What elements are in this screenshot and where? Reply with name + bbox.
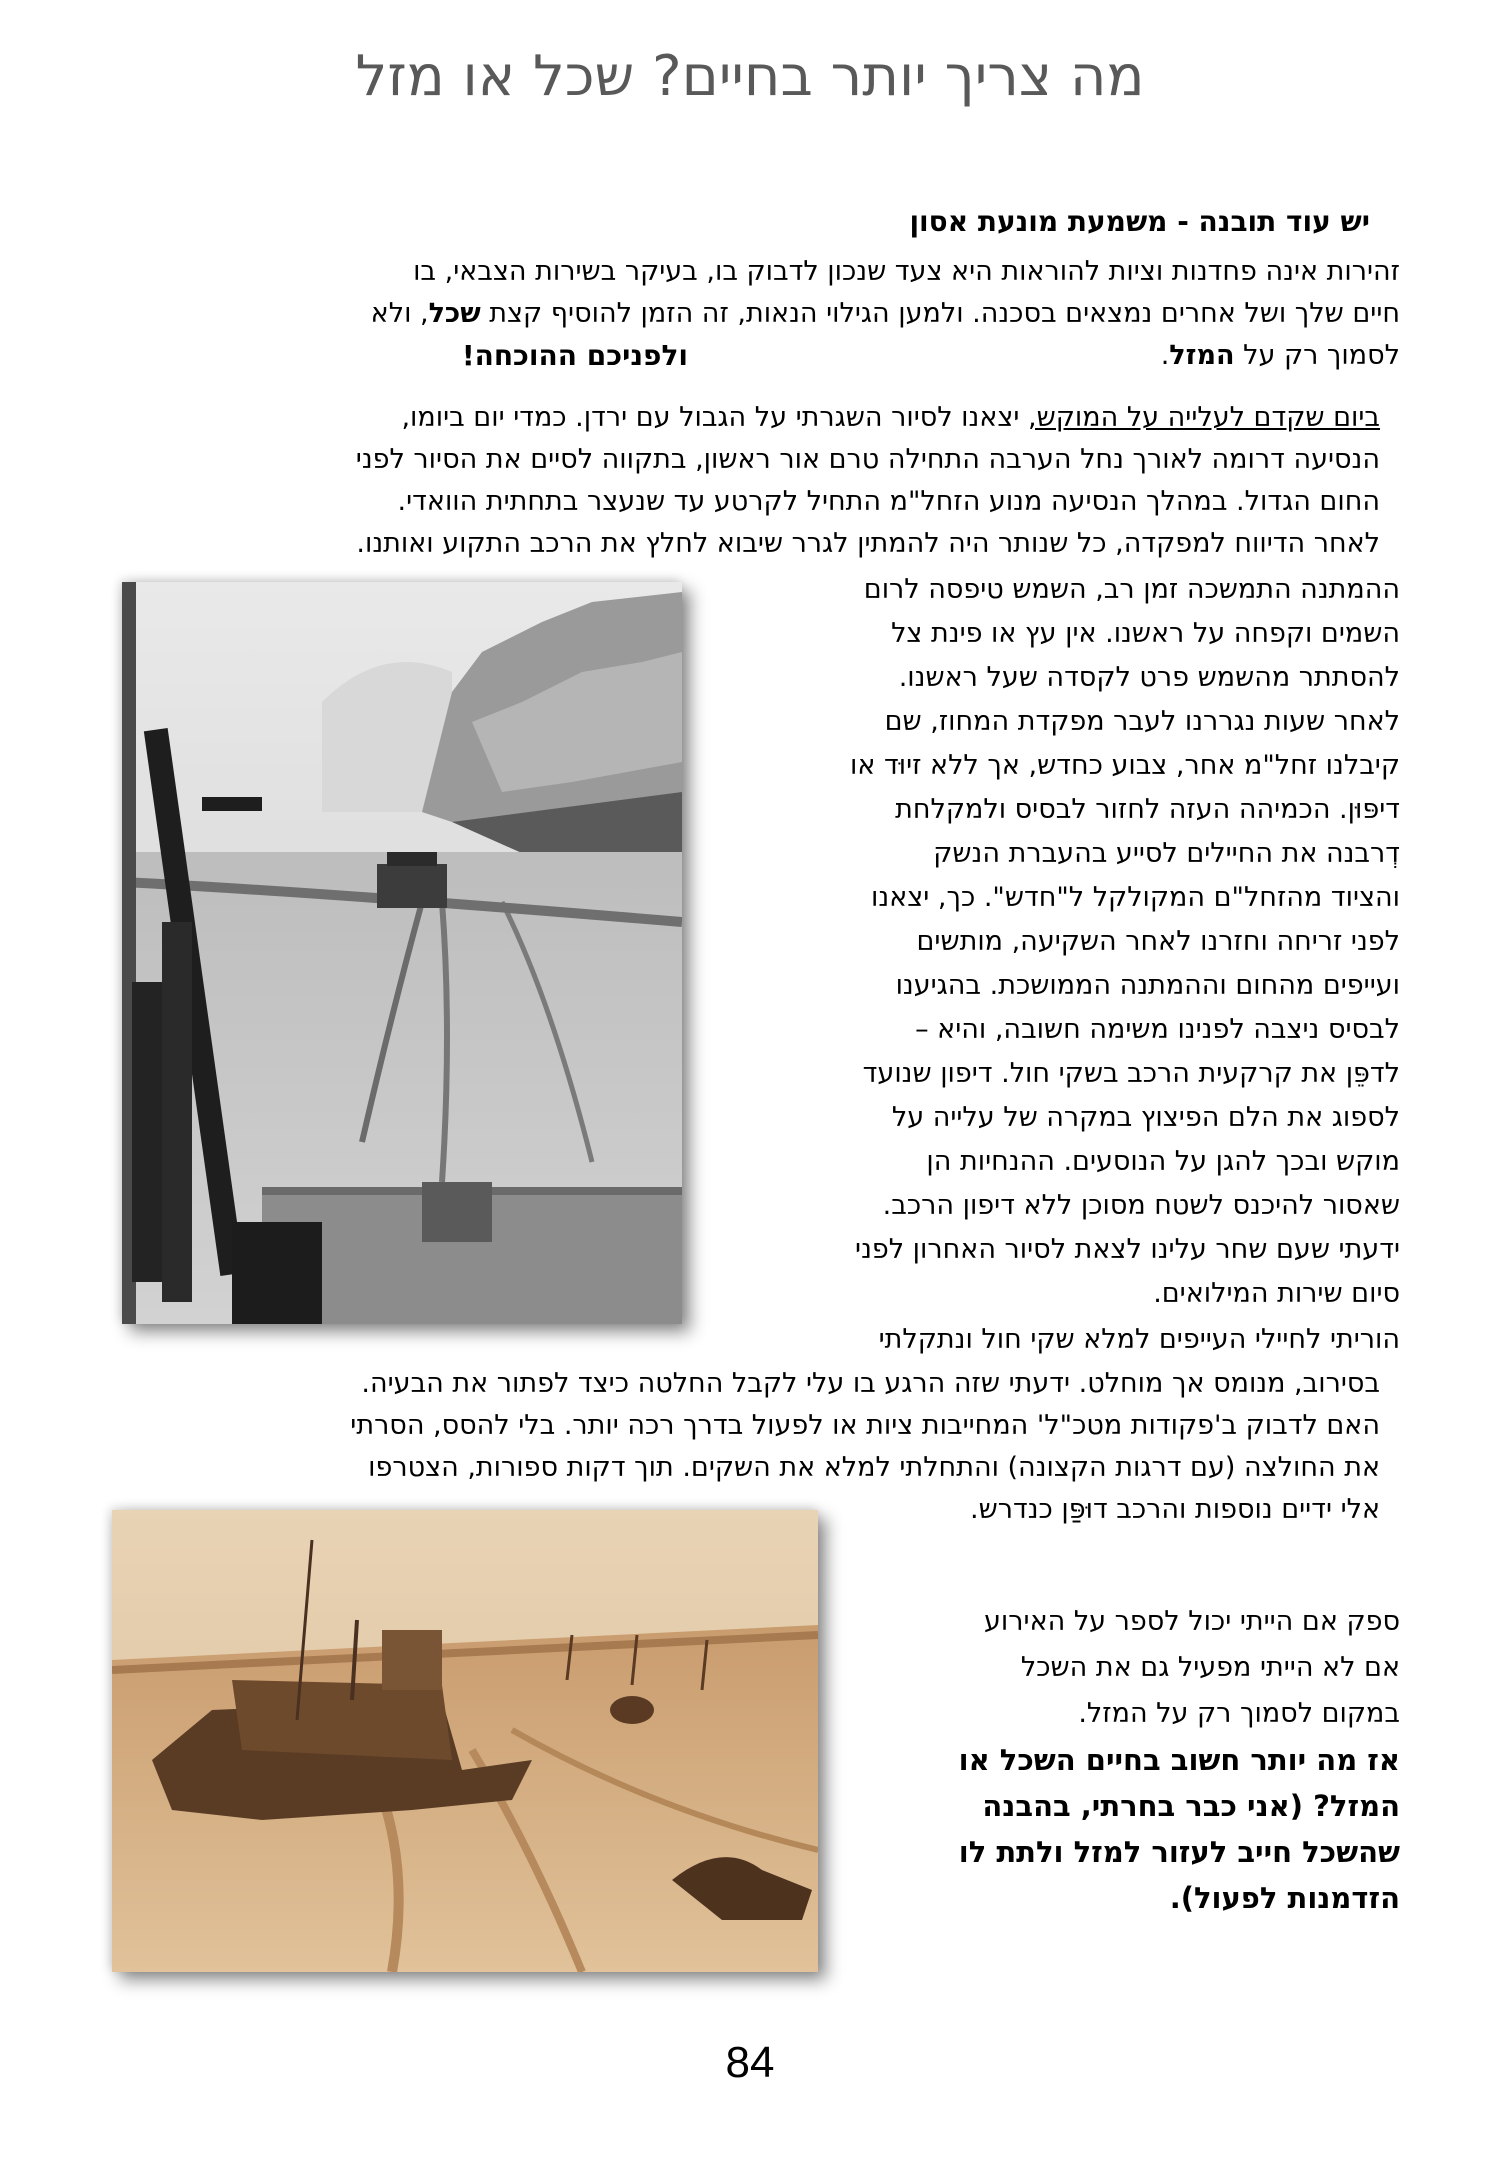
intro-line-2 xyxy=(371,294,1400,334)
conclusion-bold-line: שהשכל חייב לעזור למזל ולתת לו xyxy=(958,1835,1400,1869)
section-subtitle: יש עוד תובנה - משמעת מונעת אסון xyxy=(909,205,1370,238)
intro-line-3 xyxy=(1161,336,1400,376)
story-line-1-rest: יצאנו לסיור השגרתי על הגבול עם ירדן. כמדי יום ביומו, xyxy=(401,402,1029,433)
conclusion-line: במקום לסמוך רק על המזל. xyxy=(1078,1698,1400,1729)
intro-line-3-period: . xyxy=(1160,340,1170,371)
conclusion-line: אם לא הייתי מפעיל גם את השכל xyxy=(1020,1652,1400,1683)
photo-mine-damaged-vehicle xyxy=(112,1510,818,1972)
intro-keyword-sechel: שכל xyxy=(428,298,481,329)
story-narrow-line: הוריתי לחיילי העייפים למלא שקי חול ונתקלתי xyxy=(878,1324,1400,1355)
story-narrow-line: לספוג את הלם הפיצוץ במקרה של עלייה על xyxy=(891,1102,1400,1133)
story-wide-line: אלי ידיים נוספות והרכב דוּפַּן כנדרש. xyxy=(970,1494,1380,1525)
story-narrow-line: לבסיס ניצבה לפנינו משימה חשובה, והיא – xyxy=(915,1014,1400,1045)
intro-line-1: זהירות אינה פחדנות וציות להוראות היא צעד שנכון לדבוק בו, בעיקר בשירות הצבאי, בו xyxy=(413,256,1400,287)
story-narrow-line: שאסור להיכנס לשטח מסוכן ללא דיפון הרכב. xyxy=(882,1190,1400,1221)
story-narrow-line: לאחר שעות נגררנו לעבר מפקדת המחוז, שם xyxy=(884,706,1400,737)
story-wide-line: בסירוב, מנומס אך מוחלט. ידעתי שזה הרגע בו עלי לקבל החלטה כיצד לפתור את הבעיה. xyxy=(361,1368,1380,1399)
story-narrow-line: קיבלנו זחל"מ אחר, צבוע כחדש, אך ללא זיוּד או xyxy=(849,750,1400,781)
conclusion-line: ספק אם הייתי יכול לספר על האירוע xyxy=(984,1606,1400,1637)
story-line-4: לאחר הדיווח למפקדה, כל שנותר היה להמתין לגרר שיבוא לחלץ את הרכב התקוע ואותנו. xyxy=(356,528,1380,559)
story-narrow-line: סיום שירות המילואים. xyxy=(1153,1278,1400,1309)
intro-line-2-text: חיים שלך ושל אחרים נמצאים בסכנה. ולמען הגילוי הנאות, זה הזמן להוסיף קצת xyxy=(480,298,1400,329)
intro-keyword-mazal: המזל xyxy=(1169,340,1235,371)
intro-line-3-text: לסמוך רק על xyxy=(1234,340,1400,371)
page-title: מה צריך יותר בחיים? שכל או מזל xyxy=(355,44,1145,109)
story-narrow-line: דיפּוּן. הכמיהה העזה לחזור לבסיס ולמקלחת xyxy=(895,794,1400,825)
story-narrow-line: להסתתר מהשמש פרט לקסדה שעל ראשנו. xyxy=(898,662,1400,693)
intro-proof-text: ולפניכם ההוכחה! xyxy=(461,339,688,372)
story-narrow-line: ועייפים מהחום וההמתנה הממושכת. בהגיענו xyxy=(895,970,1400,1001)
intro-line-2-end: , ולא xyxy=(370,298,429,329)
story-narrow-line: השמים וקפחה על ראשנו. אין עץ או פינת צל xyxy=(891,618,1400,649)
page-number: 84 xyxy=(725,2038,775,2087)
story-line-1 xyxy=(401,398,1380,438)
story-narrow-line: והציוד מהזחל"ם המקולקל ל"חדש". כך, יצאנו xyxy=(871,882,1400,913)
story-narrow-line: דְרבנה את החיילים לסייע בהעברת הנשק xyxy=(933,838,1400,869)
photo-patrol-halftrack xyxy=(122,582,682,1324)
story-narrow-line: לפני זריחה וחזרנו לאחר השקיעה, מותשים xyxy=(916,926,1400,957)
story-narrow-line: לדפֵּן את קרקעית הרכב בשקי חול. דיפון שנועד xyxy=(862,1058,1400,1089)
conclusion-bold-line: הזדמנות לפעול). xyxy=(1169,1881,1400,1915)
photo-mine-image xyxy=(112,1510,818,1972)
conclusion-bold-line: אז מה יותר חשוב בחיים השכל או xyxy=(958,1743,1400,1777)
photo-patrol-image xyxy=(122,582,682,1324)
story-wide-line: את החולצה (עם דרגות הקצונה) והתחלתי למלא את השקים. תוך דקות ספורות, הצטרפו xyxy=(368,1452,1380,1483)
story-line-3: החום הגדול. במהלך הנסיעה מנוע הזחל"מ התחיל לקרטע עד שנעצר בתחתית הוואדי. xyxy=(397,486,1380,517)
story-wide-line: האם לדבוק ב'פקודות מטכ"ל' המחייבות ציות או לפעול בדרך רכה יותר. בלי להסס, הסרתי xyxy=(350,1410,1380,1441)
story-underlined-phrase: ביום שקדם לעלייה על המוקש, xyxy=(1028,402,1380,433)
story-line-2: הנסיעה דרומה לאורך נחל הערבה התחילה טרם אור ראשון, בתקווה לסיים את הסיור לפני xyxy=(355,444,1380,475)
story-narrow-line: מוקש ובכך להגן על הנוסעים. ההנחיות הן xyxy=(926,1146,1400,1177)
story-narrow-line: ידעתי שעם שחר עלינו לצאת לסיור האחרון לפני xyxy=(855,1234,1400,1265)
story-narrow-line: ההמתנה התמשכה זמן רב, השמש טיפסה לרום xyxy=(863,574,1400,605)
conclusion-bold-line: המזל? (אני כבר בחרתי, בהבנה xyxy=(982,1789,1400,1823)
